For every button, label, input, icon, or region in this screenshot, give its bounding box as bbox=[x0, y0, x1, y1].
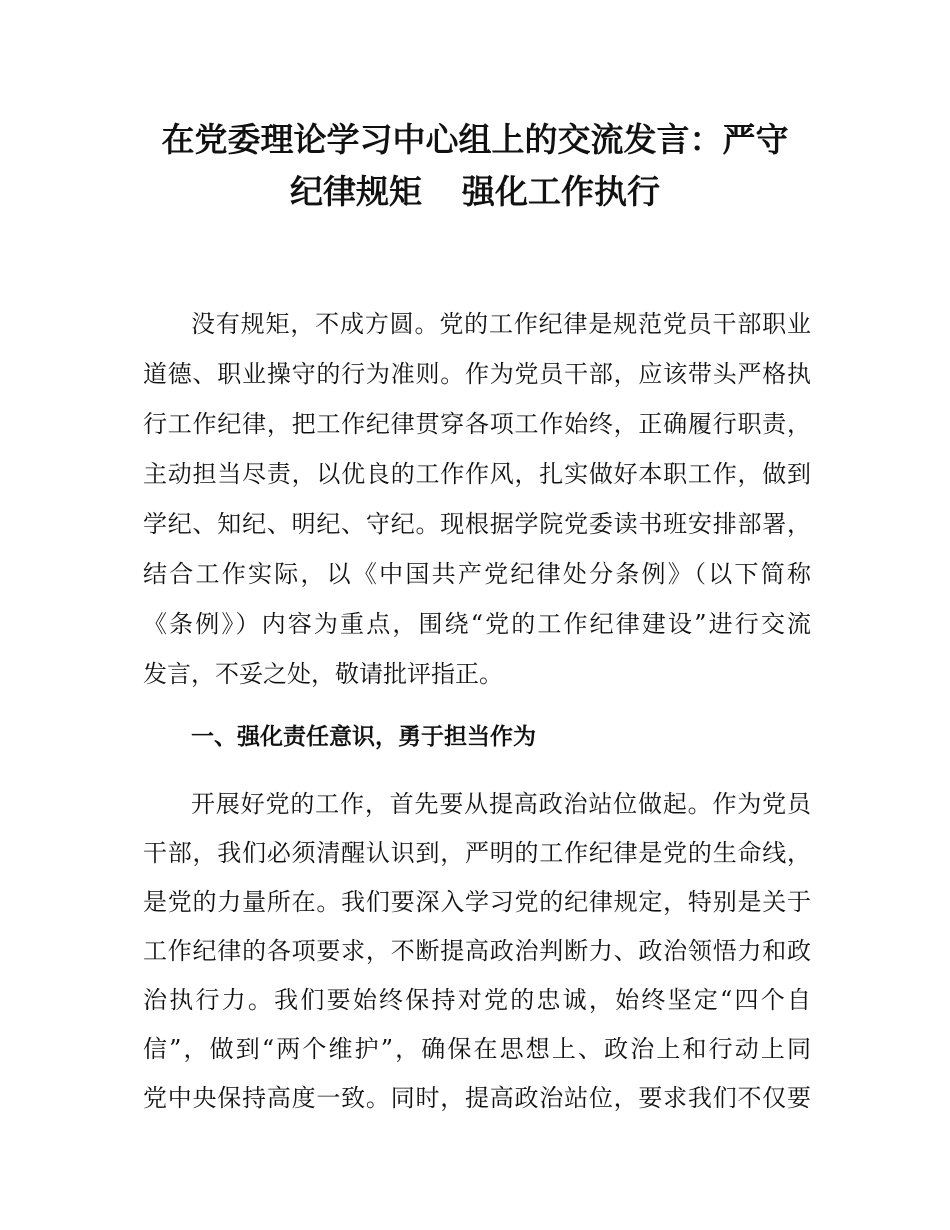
para1-line: 没有规矩，不成方圆。党的工作纪律是规范党员干部职业 bbox=[191, 310, 811, 338]
section-heading-1: 一、强化责任意识，勇于担当作为 bbox=[191, 724, 536, 750]
document-title-line-2 bbox=[120, 166, 830, 218]
para1-line: 发言，不妥之处，敬请批评指正。 bbox=[143, 660, 503, 688]
para2-line: 信”，做到“两个维护”，确保在思想上、政治上和行动上同 bbox=[143, 1035, 811, 1063]
para2-line: 是党的力量所在。我们要深入学习党的纪律规定，特别是关于 bbox=[143, 888, 811, 916]
title-part-discipline: 纪律规矩 bbox=[290, 172, 422, 211]
para2-line: 干部，我们必须清醒认识到，严明的工作纪律是党的生命线， bbox=[143, 839, 811, 867]
para2-line: 党中央保持高度一致。同时，提高政治站位，要求我们不仅要 bbox=[143, 1084, 811, 1112]
title-part-execution: 强化工作执行 bbox=[462, 172, 660, 211]
para1-line: 《条例》）内容为重点，围绕“党的工作纪律建设”进行交流 bbox=[143, 610, 811, 638]
para1-line: 主动担当尽责，以优良的工作作风，扎实做好本职工作，做到 bbox=[143, 460, 811, 488]
document-title-line-1: 在党委理论学习中心组上的交流发言：严守 bbox=[161, 120, 789, 159]
para1-line: 学纪、知纪、明纪、守纪。现根据学院党委读书班安排部署， bbox=[143, 510, 811, 538]
para2-line: 治执行力。我们要始终保持对党的忠诚，始终坚定“四个自 bbox=[143, 986, 811, 1014]
para1-line: 行工作纪律，把工作纪律贯穿各项工作始终，正确履行职责， bbox=[143, 410, 811, 438]
para2-line: 工作纪律的各项要求，不断提高政治判断力、政治领悟力和政 bbox=[143, 937, 811, 965]
para1-line: 结合工作实际，以《中国共产党纪律处分条例》（以下简称 bbox=[143, 560, 811, 588]
para1-line: 道德、职业操守的行为准则。作为党员干部，应该带头严格执 bbox=[143, 360, 811, 388]
para2-line: 开展好党的工作，首先要从提高政治站位做起。作为党员 bbox=[191, 790, 811, 818]
